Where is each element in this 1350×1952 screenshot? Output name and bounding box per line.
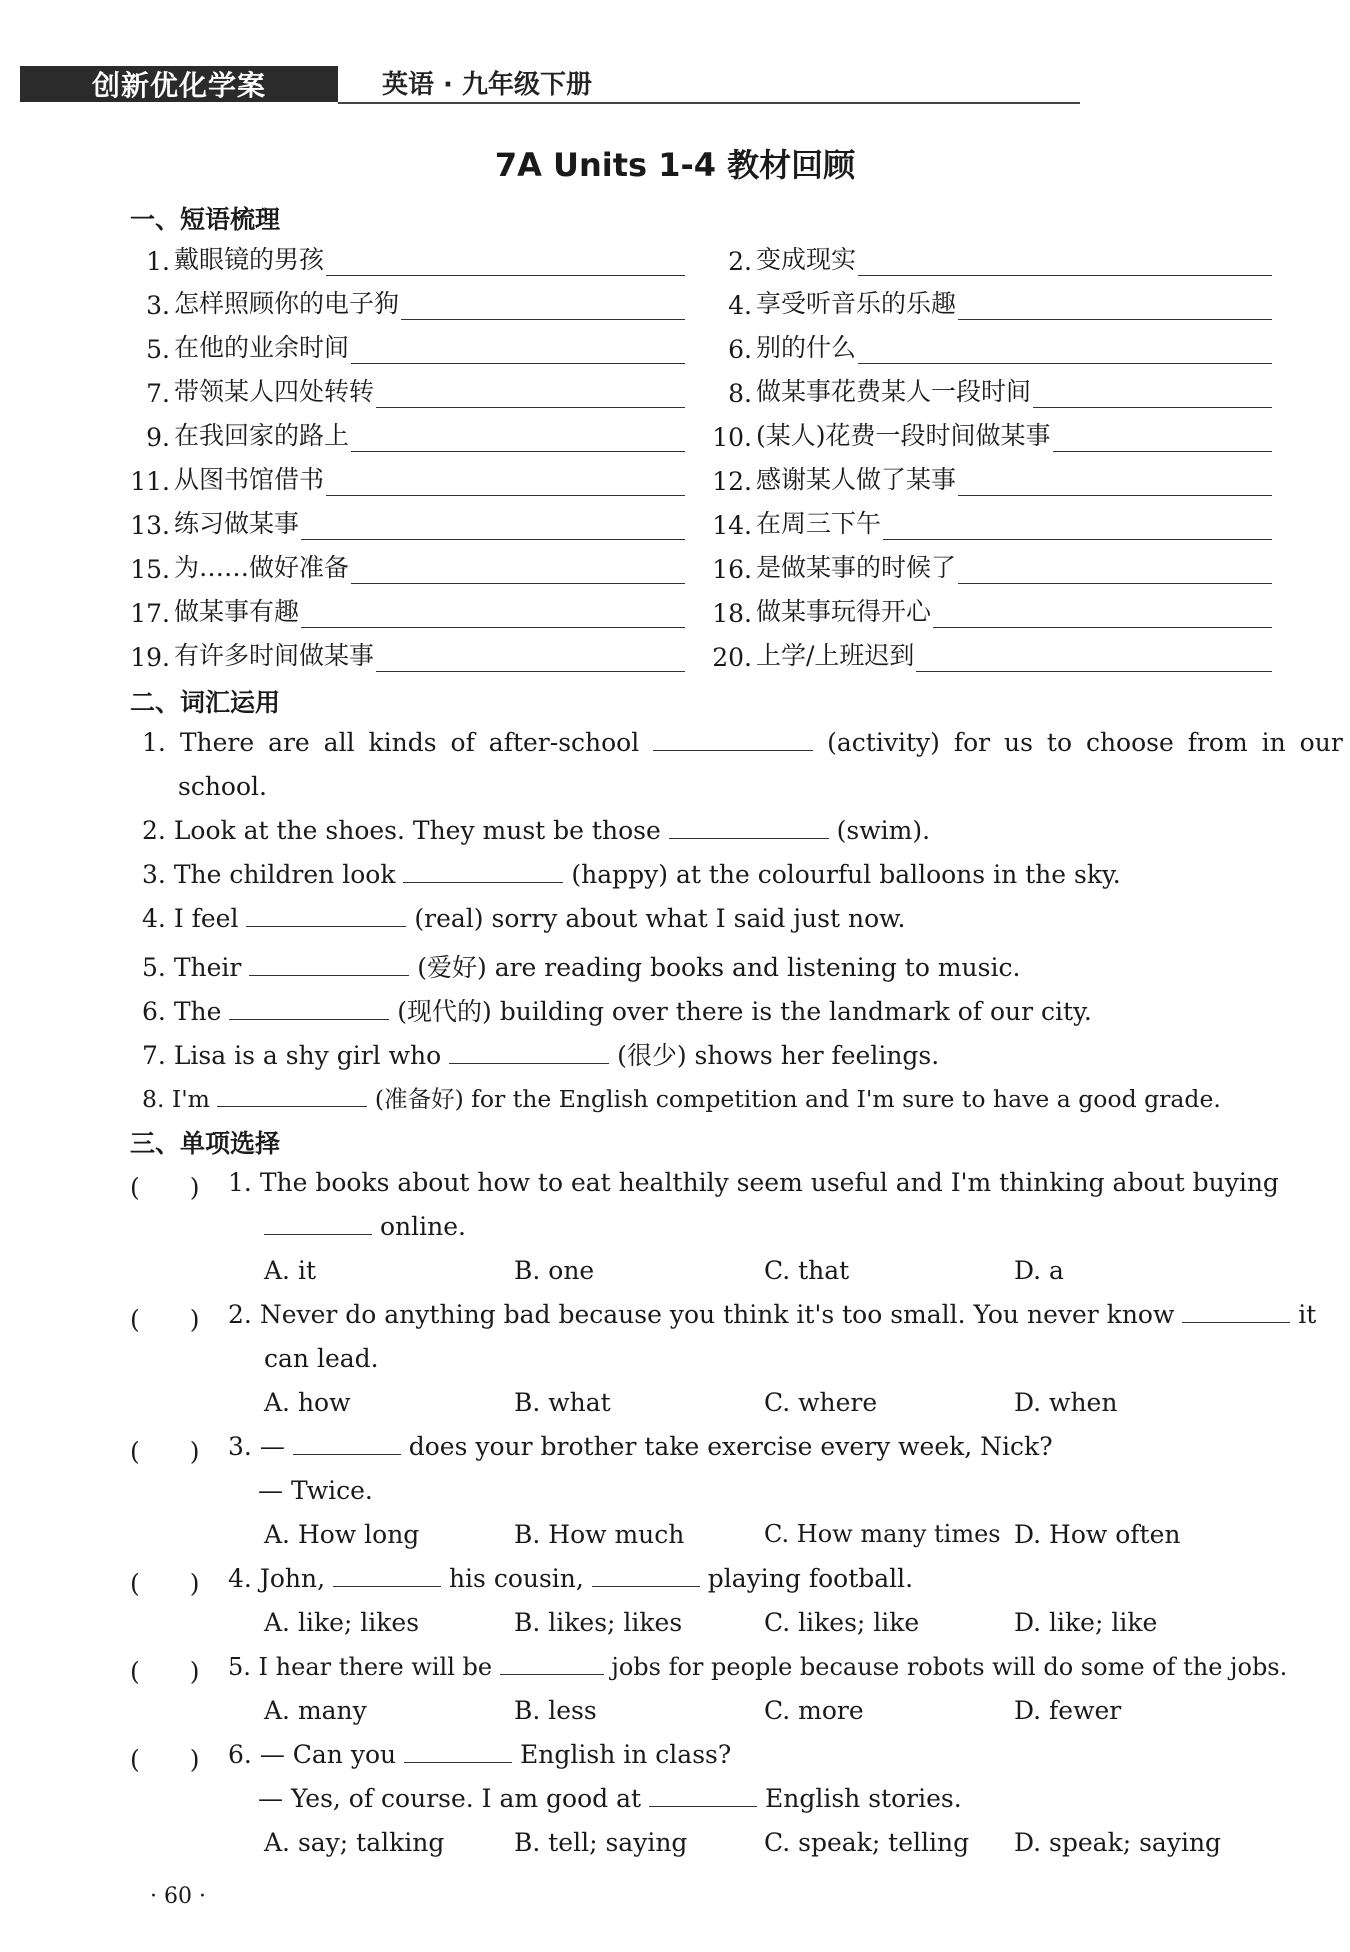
option-c[interactable]: C. speak; telling <box>764 1828 970 1857</box>
option-b[interactable]: B. one <box>514 1256 595 1285</box>
header-rule <box>338 102 1080 104</box>
phrase-item: 5. 在他的业余时间 <box>130 328 685 364</box>
answer-line[interactable] <box>401 293 685 320</box>
vocab-q3: 3. The children look (happy) at the colourful balloons in the sky. <box>142 860 1121 889</box>
phrase-item: 6. 别的什么 <box>712 328 1272 364</box>
option-a[interactable]: A. How long <box>264 1520 420 1549</box>
option-b[interactable]: B. likes; likes <box>514 1608 683 1637</box>
subject-label: 英语 · 九年级下册 <box>382 70 592 100</box>
answer-line[interactable] <box>958 469 1272 496</box>
answer-blank[interactable] <box>333 1564 441 1587</box>
phrase-item: 18. 做某事玩得开心 <box>712 592 1272 628</box>
vocab-q4: 4. I feel (real) sorry about what I said just now. <box>142 904 906 933</box>
answer-blank[interactable] <box>500 1652 604 1675</box>
choice-q5: 5. I hear there will be jobs for people because robots will do some of the jobs. <box>228 1653 1288 1681</box>
phrase-item: 8. 做某事花费某人一段时间 <box>712 372 1272 408</box>
answer-paren[interactable]: ( ) <box>130 1745 200 1774</box>
vocab-q2: 2. Look at the shoes. They must be those (swim). <box>142 816 931 845</box>
phrase-item: 2. 变成现实 <box>712 240 1272 276</box>
phrase-item: 19. 有许多时间做某事 <box>130 636 685 672</box>
option-c[interactable]: C. more <box>764 1696 864 1725</box>
phrase-item: 17. 做某事有趣 <box>130 592 685 628</box>
answer-blank[interactable] <box>649 1784 757 1807</box>
vocab-q1: 1. There are all kinds of after-school (activity) for us to choose from in our <box>142 728 1343 757</box>
option-d[interactable]: D. a <box>1014 1256 1064 1285</box>
answer-line[interactable] <box>301 601 685 628</box>
answer-blank[interactable] <box>293 1432 401 1455</box>
option-b[interactable]: B. How much <box>514 1520 685 1549</box>
answer-blank[interactable] <box>264 1212 372 1235</box>
answer-blank[interactable] <box>669 816 829 839</box>
answer-blank[interactable] <box>403 860 563 883</box>
option-d[interactable]: D. speak; saying <box>1014 1828 1222 1857</box>
answer-blank[interactable] <box>592 1564 700 1587</box>
phrase-item: 7. 带领某人四处转转 <box>130 372 685 408</box>
vocab-q7: 7. Lisa is a shy girl who (很少) shows her feelings. <box>142 1041 940 1070</box>
section-heading-phrases: 一、短语梳理 <box>130 205 281 234</box>
choice-q2: 2. Never do anything bad because you think it's too small. You never know it <box>228 1300 1317 1329</box>
page-header <box>20 62 1080 106</box>
answer-line[interactable] <box>858 249 1272 276</box>
choice-q4: 4. John, his cousin, playing football. <box>228 1564 914 1593</box>
answer-line[interactable] <box>376 381 685 408</box>
phrase-item: 10. (某人)花费一段时间做某事 <box>712 416 1272 452</box>
answer-blank[interactable] <box>246 904 406 927</box>
answer-line[interactable] <box>933 601 1272 628</box>
choice-q6-reply: — Yes, of course. I am good at English stories. <box>258 1784 962 1813</box>
vocab-q6: 6. The (现代的) building over there is the landmark of our city. <box>142 997 1092 1026</box>
answer-paren[interactable]: ( ) <box>130 1173 200 1202</box>
phrase-item: 16. 是做某事的时候了 <box>712 548 1272 584</box>
vocab-q5: 5. Their (爱好) are reading books and listening to music. <box>142 953 1021 982</box>
answer-blank[interactable] <box>404 1740 512 1763</box>
option-a[interactable]: A. many <box>264 1696 367 1725</box>
choice-q1-cont: online. <box>264 1212 466 1241</box>
option-c[interactable]: C. likes; like <box>764 1608 920 1637</box>
answer-line[interactable] <box>958 557 1272 584</box>
section-heading-vocab: 二、词汇运用 <box>130 688 281 717</box>
phrase-item: 3. 怎样照顾你的电子狗 <box>130 284 685 320</box>
page-number: · 60 · <box>150 1884 206 1909</box>
answer-blank[interactable] <box>653 728 813 751</box>
answer-line[interactable] <box>326 469 685 496</box>
answer-line[interactable] <box>958 293 1272 320</box>
answer-line[interactable] <box>883 513 1272 540</box>
answer-paren[interactable]: ( ) <box>130 1305 200 1334</box>
phrase-item: 14. 在周三下午 <box>712 504 1272 540</box>
answer-line[interactable] <box>916 645 1272 672</box>
vocab-q8: 8. I'm (准备好) for the English competition and I'm sure to have a good grade. <box>142 1085 1221 1113</box>
choice-q3-reply: — Twice. <box>258 1476 373 1505</box>
option-b[interactable]: B. less <box>514 1696 597 1725</box>
option-a[interactable]: A. how <box>264 1388 351 1417</box>
option-a[interactable]: A. it <box>264 1256 316 1285</box>
phrase-item: 1. 戴眼镜的男孩 <box>130 240 685 276</box>
phrase-item: 13. 练习做某事 <box>130 504 685 540</box>
option-a[interactable]: A. like; likes <box>264 1608 420 1637</box>
vocab-q1-cont: school. <box>178 772 267 801</box>
phrase-item: 11. 从图书馆借书 <box>130 460 685 496</box>
answer-line[interactable] <box>351 557 685 584</box>
answer-line[interactable] <box>1033 381 1272 408</box>
choice-q1: 1. The books about how to eat healthily seem useful and I'm thinking about buying <box>228 1168 1279 1197</box>
phrase-item: 20. 上学/上班迟到 <box>712 636 1272 672</box>
option-c[interactable]: C. where <box>764 1388 878 1417</box>
option-b[interactable]: B. tell; saying <box>514 1828 688 1857</box>
phrase-item: 9. 在我回家的路上 <box>130 416 685 452</box>
choice-q2-cont: can lead. <box>264 1344 379 1373</box>
option-d[interactable]: D. fewer <box>1014 1696 1122 1725</box>
option-d[interactable]: D. How often <box>1014 1520 1181 1549</box>
answer-line[interactable] <box>326 249 685 276</box>
answer-paren[interactable]: ( ) <box>130 1657 200 1686</box>
answer-line[interactable] <box>351 425 685 452</box>
option-c[interactable]: C. that <box>764 1256 850 1285</box>
answer-blank[interactable] <box>449 1041 609 1064</box>
option-b[interactable]: B. what <box>514 1388 611 1417</box>
answer-blank[interactable] <box>1182 1300 1290 1323</box>
answer-blank[interactable] <box>229 997 389 1020</box>
choice-q3: 3. — does your brother take exercise every week, Nick? <box>228 1432 1053 1461</box>
page-title: 7A Units 1-4 教材回顾 <box>494 146 856 184</box>
answer-line[interactable] <box>1053 425 1272 452</box>
section-heading-choice: 三、单项选择 <box>130 1129 281 1158</box>
option-d[interactable]: D. when <box>1014 1388 1118 1417</box>
option-a[interactable]: A. say; talking <box>264 1828 445 1857</box>
answer-blank[interactable] <box>217 1084 367 1107</box>
option-c[interactable]: C. How many times <box>764 1520 1001 1548</box>
answer-line[interactable] <box>858 337 1272 364</box>
answer-line[interactable] <box>376 645 685 672</box>
phrase-item: 15. 为……做好准备 <box>130 548 685 584</box>
brand-logo: 创新优化学案 <box>20 66 338 102</box>
option-d[interactable]: D. like; like <box>1014 1608 1158 1637</box>
phrase-item: 12. 感谢某人做了某事 <box>712 460 1272 496</box>
answer-paren[interactable]: ( ) <box>130 1569 200 1598</box>
choice-q6: 6. — Can you English in class? <box>228 1740 732 1769</box>
answer-line[interactable] <box>301 513 685 540</box>
answer-blank[interactable] <box>249 953 409 976</box>
answer-line[interactable] <box>351 337 685 364</box>
phrase-item: 4. 享受听音乐的乐趣 <box>712 284 1272 320</box>
answer-paren[interactable]: ( ) <box>130 1437 200 1466</box>
